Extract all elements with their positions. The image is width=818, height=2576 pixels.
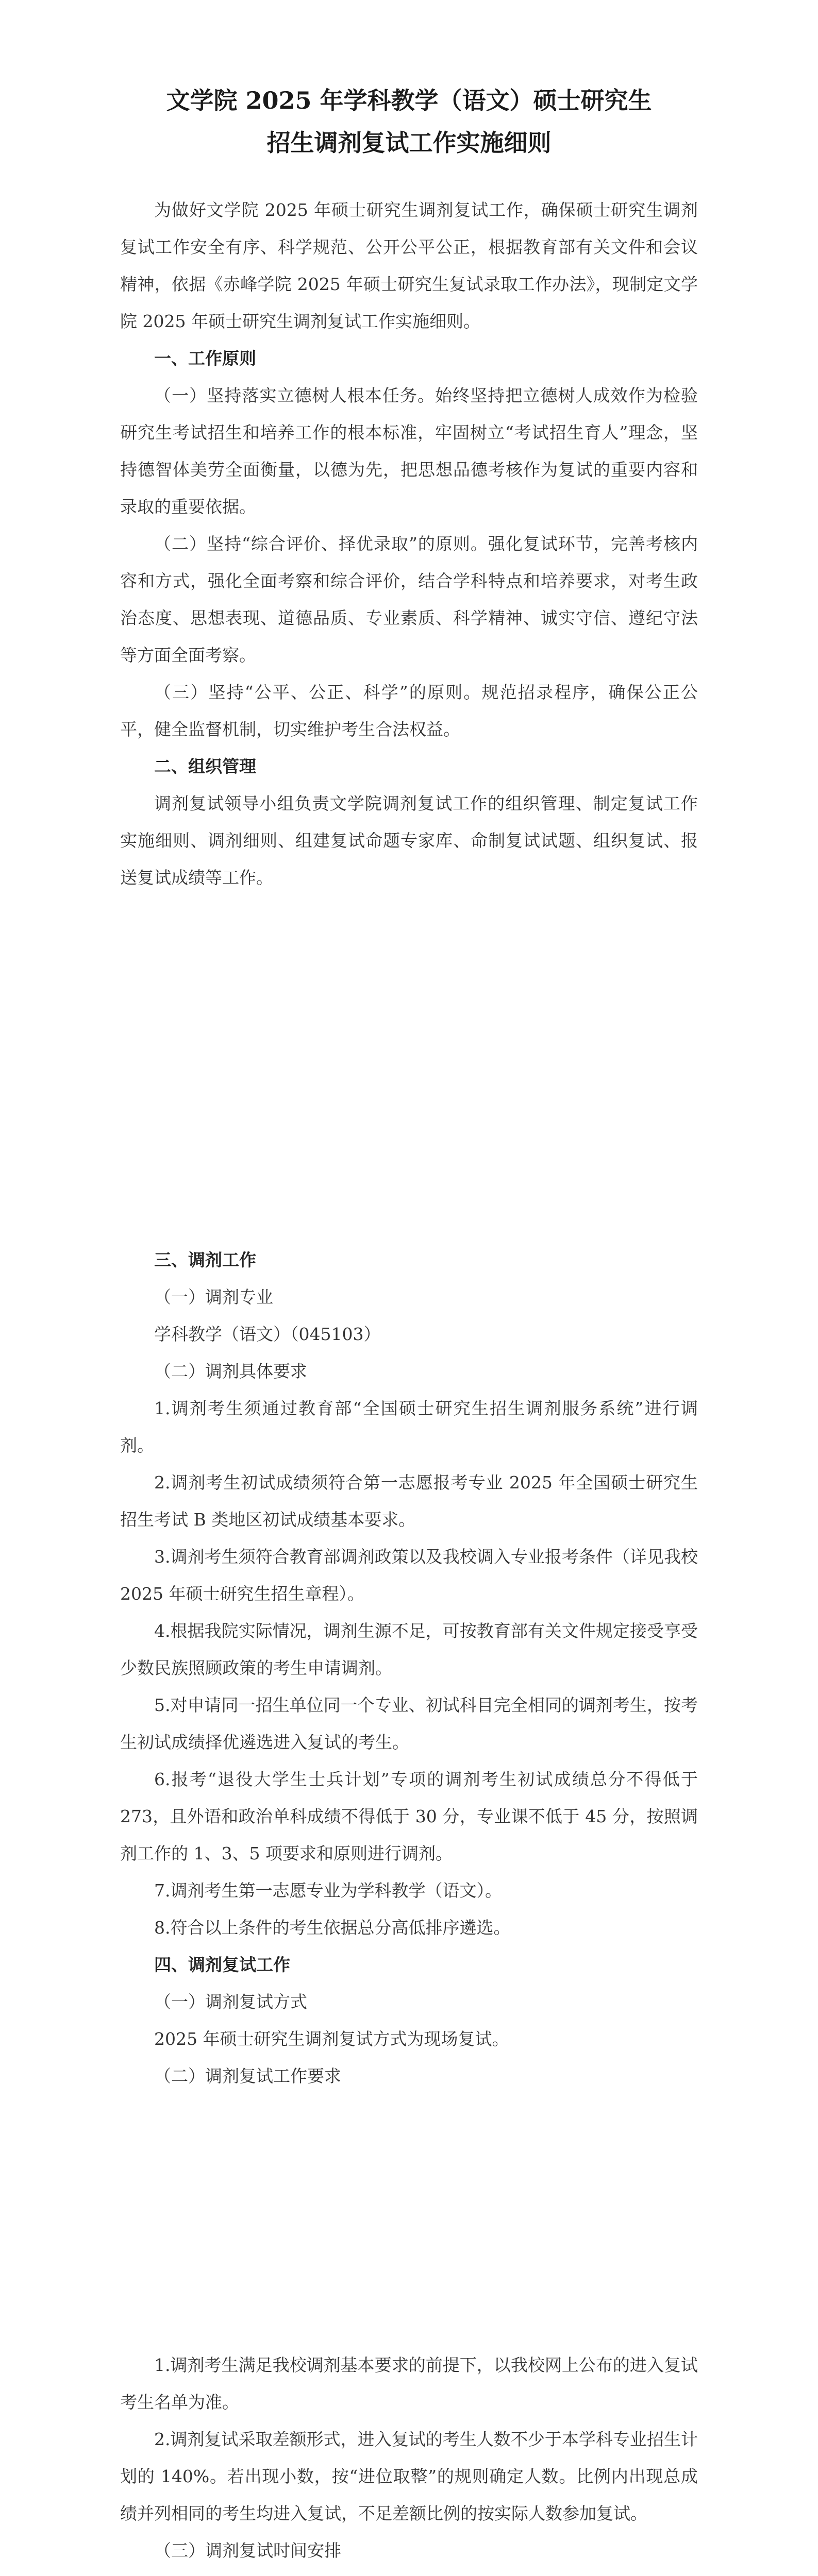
section-heading-adjustment: 三、调剂工作: [154, 1250, 256, 1270]
organization-paragraph: 调剂复试领导小组负责文学院调剂复试工作的组织管理、制定复试工作实施细则、调剂细则、组建复试命题专家库、命制复试试题、组织复试、报送复试成绩等工作。: [120, 793, 698, 888]
section-heading-organization: 二、组织管理: [154, 756, 256, 776]
reexam-subheading-method: （一）调剂复试方式: [154, 1992, 307, 2012]
intro-paragraph: 为做好文学院 2025 年硕士研究生调剂复试工作，确保硕士研究生调剂复试工作安全有序、科学规范、公开公平公正，根据教育部有关文件和会议精神，依据《赤峰学院 2025 年硕士研究生复试录取工作办法》，现制定文学院 2025 年硕士研究生调剂复试工作实施细则。: [120, 200, 698, 331]
requirement-item-5: 5.对申请同一招生单位同一个专业、初试科目完全相同的调剂考生，按考生初试成绩择优遴选进入复试的考生。: [120, 1695, 698, 1752]
principle-paragraph-3: （三）坚持“公平、公正、科学”的原则。规范招录程序，确保公正公平，健全监督机制，切实维护考生合法权益。: [120, 682, 698, 739]
principle-paragraph-2: （二）坚持“综合评价、择优录取”的原则。强化复试环节，完善考核内容和方式，强化全面考察和综合评价，结合学科特点和培养要求，对考生政治态度、思想表现、道德品质、专业素质、科学精神、诚实守信、遵纪守法等方面全面考察。: [120, 534, 698, 665]
reexam-schedule-text: [120, 2569, 698, 2576]
requirement-item-3: 3.调剂考生须符合教育部调剂政策以及我校调入专业报考条件（详见我校 2025 年硕士研究生招生章程）。: [120, 1547, 698, 1604]
section-heading-principles: 一、工作原则: [154, 348, 256, 368]
reexam-method-text: 2025 年硕士研究生调剂复试方式为现场复试。: [154, 2029, 509, 2049]
content-block-3: [120, 2347, 698, 2576]
section-heading-reexam: 四、调剂复试工作: [154, 1955, 290, 1975]
document-title-line1: 文学院 2025 年学科教学（语文）硕士研究生: [166, 87, 652, 114]
content-block-2: [120, 1242, 698, 2095]
requirement-item-8: 8.符合以上条件的考生依据总分高低排序遴选。: [154, 1918, 511, 1938]
requirement-item-2: 2.调剂考生初试成绩须符合第一志愿报考专业 2025 年全国硕士研究生招生考试 B 类地区初试成绩基本要求。: [120, 1472, 698, 1530]
reexam-requirement-1: 1.调剂考生满足我校调剂基本要求的前提下，以我校网上公布的进入复试考生名单为准。: [120, 2355, 698, 2412]
adjustment-major-name: 学科教学（语文）（045103）: [154, 1324, 381, 1344]
adjustment-subheading-requirements: （二）调剂具体要求: [154, 1361, 307, 1381]
content-block-1: [120, 192, 698, 896]
adjustment-subheading-major: （一）调剂专业: [154, 1287, 273, 1307]
document-title-line2: 招生调剂复试工作实施细则: [266, 129, 552, 157]
reexam-subheading-schedule: （三）调剂复试时间安排: [154, 2540, 341, 2561]
requirement-item-4: 4.根据我院实际情况，调剂生源不足，可按教育部有关文件规定接受享受少数民族照顾政策的考生申请调剂。: [120, 1621, 698, 1678]
principle-paragraph-1: （一）坚持落实立德树人根本任务。始终坚持把立德树人成效作为检验研究生考试招生和培养工作的根本标准，牢固树立“考试招生育人”理念，坚持德智体美劳全面衡量，以德为先，把思想品德考核作为复试的重要内容和录取的重要依据。: [120, 385, 698, 517]
requirement-item-1: 1.调剂考生须通过教育部“全国硕士研究生招生调剂服务系统”进行调剂。: [120, 1398, 698, 1455]
reexam-requirement-2: 2.调剂复试采取差额形式，进入复试的考生人数不少于本学科专业招生计划的 140%。若出现小数，按“进位取整”的规则确定人数。比例内出现总成绩并列相同的考生均进入复试，不足差额比例的按实际人数参加复试。: [120, 2429, 698, 2523]
requirement-item-7: 7.调剂考生第一志愿专业为学科教学（语文）。: [154, 1880, 502, 1901]
requirement-item-6: 6.报考“退役大学生士兵计划”专项的调剂考生初试成绩总分不得低于 273，且外语和政治单科成绩不得低于 30 分，专业课不低于 45 分，按照调剂工作的 1、3、5 项要求和原则进行调剂。: [120, 1769, 698, 1863]
reexam-subheading-requirements: （二）调剂复试工作要求: [154, 2066, 341, 2086]
